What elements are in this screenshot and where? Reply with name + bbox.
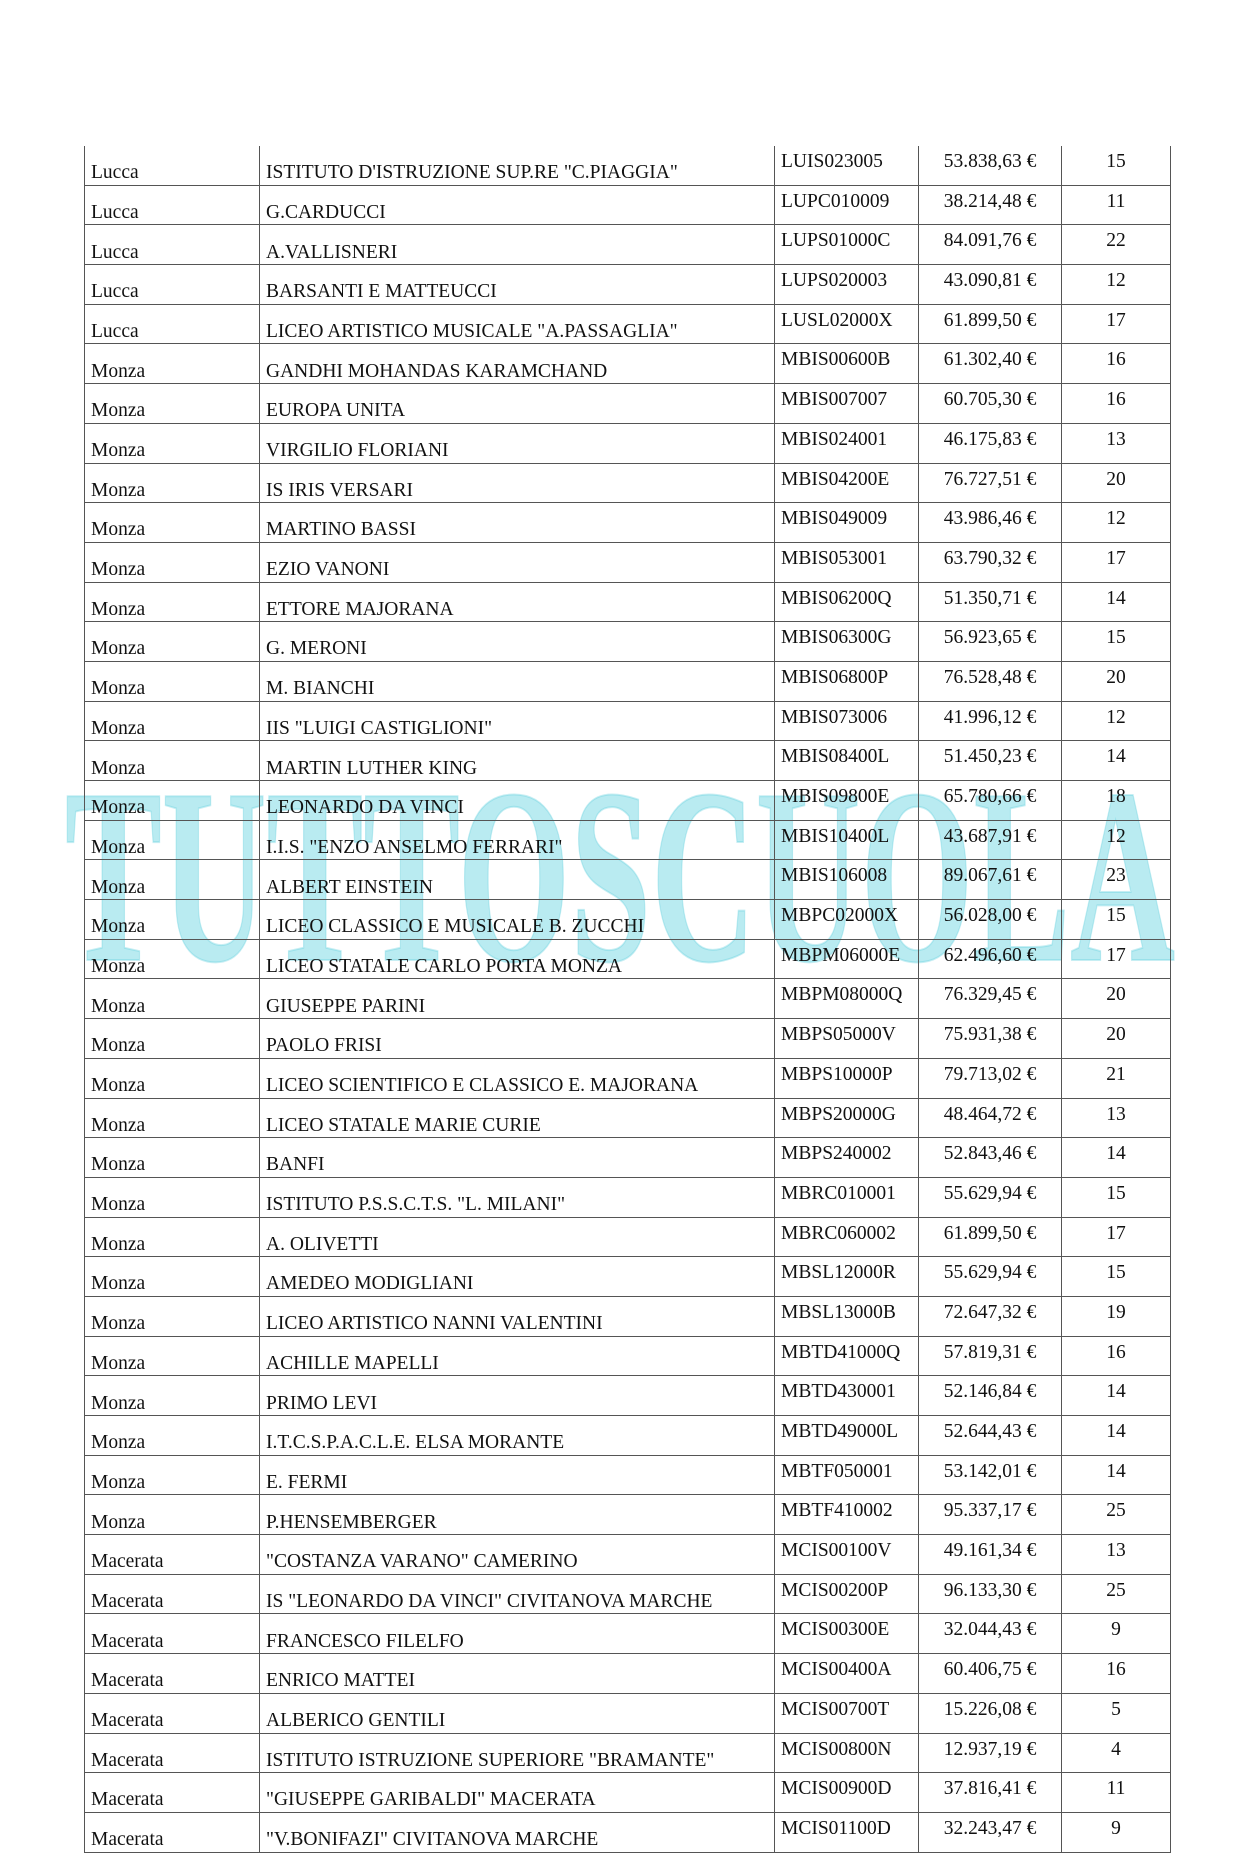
importo-cell: 79.713,02 € [919,1058,1062,1098]
table-row [85,185,1171,225]
importo-cell: 61.899,50 € [919,1217,1062,1257]
istituto-cell: LICEO STATALE MARIE CURIE [260,1098,775,1138]
table-row [85,344,1171,384]
provincia-cell: Monza [85,1376,260,1416]
numero-cell: 15 [1062,146,1171,185]
codice-cell: MBIS049009 [775,503,919,543]
provincia-cell: Monza [85,582,260,622]
numero-cell: 11 [1062,1773,1171,1813]
numero-cell: 13 [1062,423,1171,463]
numero-cell: 17 [1062,1217,1171,1257]
importo-cell: 41.996,12 € [919,701,1062,741]
table-row [85,939,1171,979]
codice-cell: LUSL02000X [775,304,919,344]
codice-cell: MBIS053001 [775,542,919,582]
numero-cell: 20 [1062,661,1171,701]
codice-cell: MBIS06300G [775,622,919,662]
table-row [85,1773,1171,1813]
provincia-cell: Monza [85,741,260,781]
provincia-cell: Monza [85,1019,260,1059]
importo-cell: 46.175,83 € [919,423,1062,463]
istituto-cell: ETTORE MAJORANA [260,582,775,622]
istituto-cell: IIS "LUIGI CASTIGLIONI" [260,701,775,741]
istituto-cell: LICEO ARTISTICO MUSICALE "A.PASSAGLIA" [260,304,775,344]
numero-cell: 17 [1062,939,1171,979]
provincia-cell: Monza [85,781,260,821]
provincia-cell: Monza [85,701,260,741]
table-row [85,820,1171,860]
numero-cell: 4 [1062,1733,1171,1773]
table-row [85,1257,1171,1297]
importo-cell: 38.214,48 € [919,185,1062,225]
istituto-cell: BANFI [260,1138,775,1178]
istituto-cell: G. MERONI [260,622,775,662]
table-row [85,979,1171,1019]
provincia-cell: Monza [85,1495,260,1535]
numero-cell: 15 [1062,1177,1171,1217]
numero-cell: 11 [1062,185,1171,225]
provincia-cell: Macerata [85,1614,260,1654]
provincia-cell: Monza [85,1257,260,1297]
istituto-cell: EZIO VANONI [260,542,775,582]
istituto-cell: "V.BONIFAZI" CIVITANOVA MARCHE [260,1812,775,1852]
importo-cell: 53.838,63 € [919,146,1062,185]
numero-cell: 22 [1062,225,1171,265]
codice-cell: MBPS20000G [775,1098,919,1138]
numero-cell: 19 [1062,1296,1171,1336]
codice-cell: MBIS08400L [775,741,919,781]
istituto-cell: BARSANTI E MATTEUCCI [260,265,775,305]
numero-cell: 12 [1062,820,1171,860]
provincia-cell: Monza [85,384,260,424]
table-row [85,622,1171,662]
numero-cell: 17 [1062,542,1171,582]
schools-table [84,146,1171,1853]
codice-cell: MBRC010001 [775,1177,919,1217]
codice-cell: MCIS00100V [775,1535,919,1575]
istituto-cell: LICEO CLASSICO E MUSICALE B. ZUCCHI [260,900,775,940]
provincia-cell: Monza [85,503,260,543]
numero-cell: 14 [1062,1138,1171,1178]
table-row [85,582,1171,622]
istituto-cell: A.VALLISNERI [260,225,775,265]
importo-cell: 89.067,61 € [919,860,1062,900]
codice-cell: MCIS00700T [775,1693,919,1733]
codice-cell: MBIS106008 [775,860,919,900]
table-row [85,1654,1171,1694]
numero-cell: 17 [1062,304,1171,344]
table-row [85,701,1171,741]
codice-cell: MCIS00300E [775,1614,919,1654]
provincia-cell: Monza [85,463,260,503]
istituto-cell: "GIUSEPPE GARIBALDI" MACERATA [260,1773,775,1813]
table-row [85,860,1171,900]
table-row [85,265,1171,305]
importo-cell: 75.931,38 € [919,1019,1062,1059]
istituto-cell: FRANCESCO FILELFO [260,1614,775,1654]
numero-cell: 14 [1062,1416,1171,1456]
istituto-cell: PAOLO FRISI [260,1019,775,1059]
provincia-cell: Macerata [85,1812,260,1852]
table-row [85,1058,1171,1098]
numero-cell: 9 [1062,1812,1171,1852]
table-row [85,1416,1171,1456]
numero-cell: 12 [1062,701,1171,741]
watermark-text: TUTTOSCUOLA [65,755,1175,995]
table-row [85,1614,1171,1654]
istituto-cell: VIRGILIO FLORIANI [260,423,775,463]
codice-cell: MBTD49000L [775,1416,919,1456]
codice-cell: MBTF410002 [775,1495,919,1535]
provincia-cell: Monza [85,1296,260,1336]
importo-cell: 60.406,75 € [919,1654,1062,1694]
importo-cell: 51.350,71 € [919,582,1062,622]
provincia-cell: Monza [85,344,260,384]
istituto-cell: EUROPA UNITA [260,384,775,424]
istituto-cell: E. FERMI [260,1455,775,1495]
codice-cell: MBIS007007 [775,384,919,424]
istituto-cell: GIUSEPPE PARINI [260,979,775,1019]
istituto-cell: ISTITUTO ISTRUZIONE SUPERIORE "BRAMANTE" [260,1733,775,1773]
importo-cell: 63.790,32 € [919,542,1062,582]
provincia-cell: Monza [85,1416,260,1456]
codice-cell: MBPS05000V [775,1019,919,1059]
importo-cell: 43.986,46 € [919,503,1062,543]
provincia-cell: Monza [85,820,260,860]
provincia-cell: Monza [85,1455,260,1495]
codice-cell: MCIS00900D [775,1773,919,1813]
codice-cell: MCIS01100D [775,1812,919,1852]
table-row [85,1138,1171,1178]
istituto-cell: IS "LEONARDO DA VINCI" CIVITANOVA MARCHE [260,1574,775,1614]
provincia-cell: Lucca [85,225,260,265]
numero-cell: 25 [1062,1495,1171,1535]
numero-cell: 21 [1062,1058,1171,1098]
importo-cell: 51.450,23 € [919,741,1062,781]
istituto-cell: GANDHI MOHANDAS KARAMCHAND [260,344,775,384]
provincia-cell: Lucca [85,304,260,344]
importo-cell: 12.937,19 € [919,1733,1062,1773]
istituto-cell: IS IRIS VERSARI [260,463,775,503]
codice-cell: MBPS10000P [775,1058,919,1098]
table-row [85,384,1171,424]
table-row [85,781,1171,821]
importo-cell: 15.226,08 € [919,1693,1062,1733]
numero-cell: 15 [1062,622,1171,662]
importo-cell: 62.496,60 € [919,939,1062,979]
codice-cell: LUPC010009 [775,185,919,225]
importo-cell: 52.644,43 € [919,1416,1062,1456]
codice-cell: MCIS00400A [775,1654,919,1694]
codice-cell: LUPS01000C [775,225,919,265]
table-row [85,503,1171,543]
table-row [85,1574,1171,1614]
table-row [85,225,1171,265]
provincia-cell: Monza [85,661,260,701]
table-row [85,1177,1171,1217]
provincia-cell: Lucca [85,146,260,185]
numero-cell: 16 [1062,344,1171,384]
table-row [85,146,1171,185]
numero-cell: 25 [1062,1574,1171,1614]
provincia-cell: Macerata [85,1654,260,1694]
istituto-cell: LEONARDO DA VINCI [260,781,775,821]
importo-cell: 52.146,84 € [919,1376,1062,1416]
numero-cell: 13 [1062,1098,1171,1138]
numero-cell: 14 [1062,741,1171,781]
codice-cell: MBPS240002 [775,1138,919,1178]
istituto-cell: M. BIANCHI [260,661,775,701]
importo-cell: 60.705,30 € [919,384,1062,424]
istituto-cell: MARTINO BASSI [260,503,775,543]
codice-cell: MCIS00200P [775,1574,919,1614]
numero-cell: 14 [1062,1455,1171,1495]
table-row [85,304,1171,344]
numero-cell: 20 [1062,463,1171,503]
importo-cell: 61.899,50 € [919,304,1062,344]
table-row [85,1019,1171,1059]
provincia-cell: Monza [85,939,260,979]
provincia-cell: Macerata [85,1773,260,1813]
table-row [85,661,1171,701]
numero-cell: 9 [1062,1614,1171,1654]
table-row [85,1455,1171,1495]
importo-cell: 48.464,72 € [919,1098,1062,1138]
importo-cell: 96.133,30 € [919,1574,1062,1614]
importo-cell: 55.629,94 € [919,1177,1062,1217]
numero-cell: 20 [1062,1019,1171,1059]
table-row [85,423,1171,463]
istituto-cell: ALBERICO GENTILI [260,1693,775,1733]
provincia-cell: Monza [85,900,260,940]
codice-cell: MCIS00800N [775,1733,919,1773]
table-row [85,1495,1171,1535]
provincia-cell: Macerata [85,1693,260,1733]
provincia-cell: Monza [85,423,260,463]
table-row [85,1217,1171,1257]
importo-cell: 72.647,32 € [919,1296,1062,1336]
provincia-cell: Lucca [85,185,260,225]
codice-cell: MBTD41000Q [775,1336,919,1376]
table-row [85,1296,1171,1336]
importo-cell: 55.629,94 € [919,1257,1062,1297]
istituto-cell: LICEO STATALE CARLO PORTA MONZA [260,939,775,979]
istituto-cell: ISTITUTO P.S.S.C.T.S. "L. MILANI" [260,1177,775,1217]
istituto-cell: ACHILLE MAPELLI [260,1336,775,1376]
table-row [85,741,1171,781]
codice-cell: MBSL12000R [775,1257,919,1297]
table-row [85,900,1171,940]
numero-cell: 12 [1062,503,1171,543]
numero-cell: 20 [1062,979,1171,1019]
numero-cell: 16 [1062,1654,1171,1694]
codice-cell: MBIS024001 [775,423,919,463]
importo-cell: 76.528,48 € [919,661,1062,701]
table-row [85,542,1171,582]
codice-cell: MBPM06000E [775,939,919,979]
importo-cell: 76.727,51 € [919,463,1062,503]
codice-cell: MBIS04200E [775,463,919,503]
provincia-cell: Monza [85,1177,260,1217]
istituto-cell: ENRICO MATTEI [260,1654,775,1694]
provincia-cell: Monza [85,1336,260,1376]
table-row [85,1336,1171,1376]
importo-cell: 84.091,76 € [919,225,1062,265]
istituto-cell: "COSTANZA VARANO" CAMERINO [260,1535,775,1575]
importo-cell: 37.816,41 € [919,1773,1062,1813]
importo-cell: 76.329,45 € [919,979,1062,1019]
importo-cell: 95.337,17 € [919,1495,1062,1535]
provincia-cell: Monza [85,979,260,1019]
codice-cell: LUIS023005 [775,146,919,185]
numero-cell: 16 [1062,384,1171,424]
numero-cell: 16 [1062,1336,1171,1376]
table-row [85,1693,1171,1733]
provincia-cell: Monza [85,1058,260,1098]
table-row [85,1098,1171,1138]
provincia-cell: Macerata [85,1733,260,1773]
provincia-cell: Lucca [85,265,260,305]
table-row [85,463,1171,503]
codice-cell: MBTD430001 [775,1376,919,1416]
codice-cell: MBSL13000B [775,1296,919,1336]
numero-cell: 5 [1062,1693,1171,1733]
istituto-cell: G.CARDUCCI [260,185,775,225]
importo-cell: 52.843,46 € [919,1138,1062,1178]
numero-cell: 15 [1062,1257,1171,1297]
codice-cell: LUPS020003 [775,265,919,305]
istituto-cell: P.HENSEMBERGER [260,1495,775,1535]
codice-cell: MBIS09800E [775,781,919,821]
provincia-cell: Monza [85,542,260,582]
provincia-cell: Macerata [85,1574,260,1614]
importo-cell: 43.687,91 € [919,820,1062,860]
istituto-cell: AMEDEO MODIGLIANI [260,1257,775,1297]
provincia-cell: Monza [85,622,260,662]
istituto-cell: I.T.C.S.P.A.C.L.E. ELSA MORANTE [260,1416,775,1456]
numero-cell: 13 [1062,1535,1171,1575]
importo-cell: 56.028,00 € [919,900,1062,940]
istituto-cell: ISTITUTO D'ISTRUZIONE SUP.RE "C.PIAGGIA" [260,146,775,185]
provincia-cell: Monza [85,1098,260,1138]
numero-cell: 18 [1062,781,1171,821]
importo-cell: 57.819,31 € [919,1336,1062,1376]
codice-cell: MBPM08000Q [775,979,919,1019]
table-row [85,1376,1171,1416]
importo-cell: 65.780,66 € [919,781,1062,821]
table-row [85,1812,1171,1852]
numero-cell: 14 [1062,1376,1171,1416]
table-row [85,1535,1171,1575]
provincia-cell: Monza [85,1138,260,1178]
codice-cell: MBPC02000X [775,900,919,940]
table-body [85,146,1171,1852]
importo-cell: 56.923,65 € [919,622,1062,662]
importo-cell: 32.044,43 € [919,1614,1062,1654]
importo-cell: 61.302,40 € [919,344,1062,384]
table-row [85,1733,1171,1773]
istituto-cell: LICEO SCIENTIFICO E CLASSICO E. MAJORANA [260,1058,775,1098]
codice-cell: MBIS06800P [775,661,919,701]
provincia-cell: Monza [85,1217,260,1257]
numero-cell: 14 [1062,582,1171,622]
istituto-cell: PRIMO LEVI [260,1376,775,1416]
codice-cell: MBIS00600B [775,344,919,384]
importo-cell: 53.142,01 € [919,1455,1062,1495]
numero-cell: 15 [1062,900,1171,940]
istituto-cell: I.I.S. "ENZO ANSELMO FERRARI" [260,820,775,860]
codice-cell: MBTF050001 [775,1455,919,1495]
istituto-cell: ALBERT EINSTEIN [260,860,775,900]
istituto-cell: A. OLIVETTI [260,1217,775,1257]
istituto-cell: LICEO ARTISTICO NANNI VALENTINI [260,1296,775,1336]
istituto-cell: MARTIN LUTHER KING [260,741,775,781]
provincia-cell: Monza [85,860,260,900]
codice-cell: MBIS10400L [775,820,919,860]
codice-cell: MBIS06200Q [775,582,919,622]
importo-cell: 49.161,34 € [919,1535,1062,1575]
importo-cell: 32.243,47 € [919,1812,1062,1852]
codice-cell: MBRC060002 [775,1217,919,1257]
importo-cell: 43.090,81 € [919,265,1062,305]
codice-cell: MBIS073006 [775,701,919,741]
numero-cell: 23 [1062,860,1171,900]
provincia-cell: Macerata [85,1535,260,1575]
numero-cell: 12 [1062,265,1171,305]
